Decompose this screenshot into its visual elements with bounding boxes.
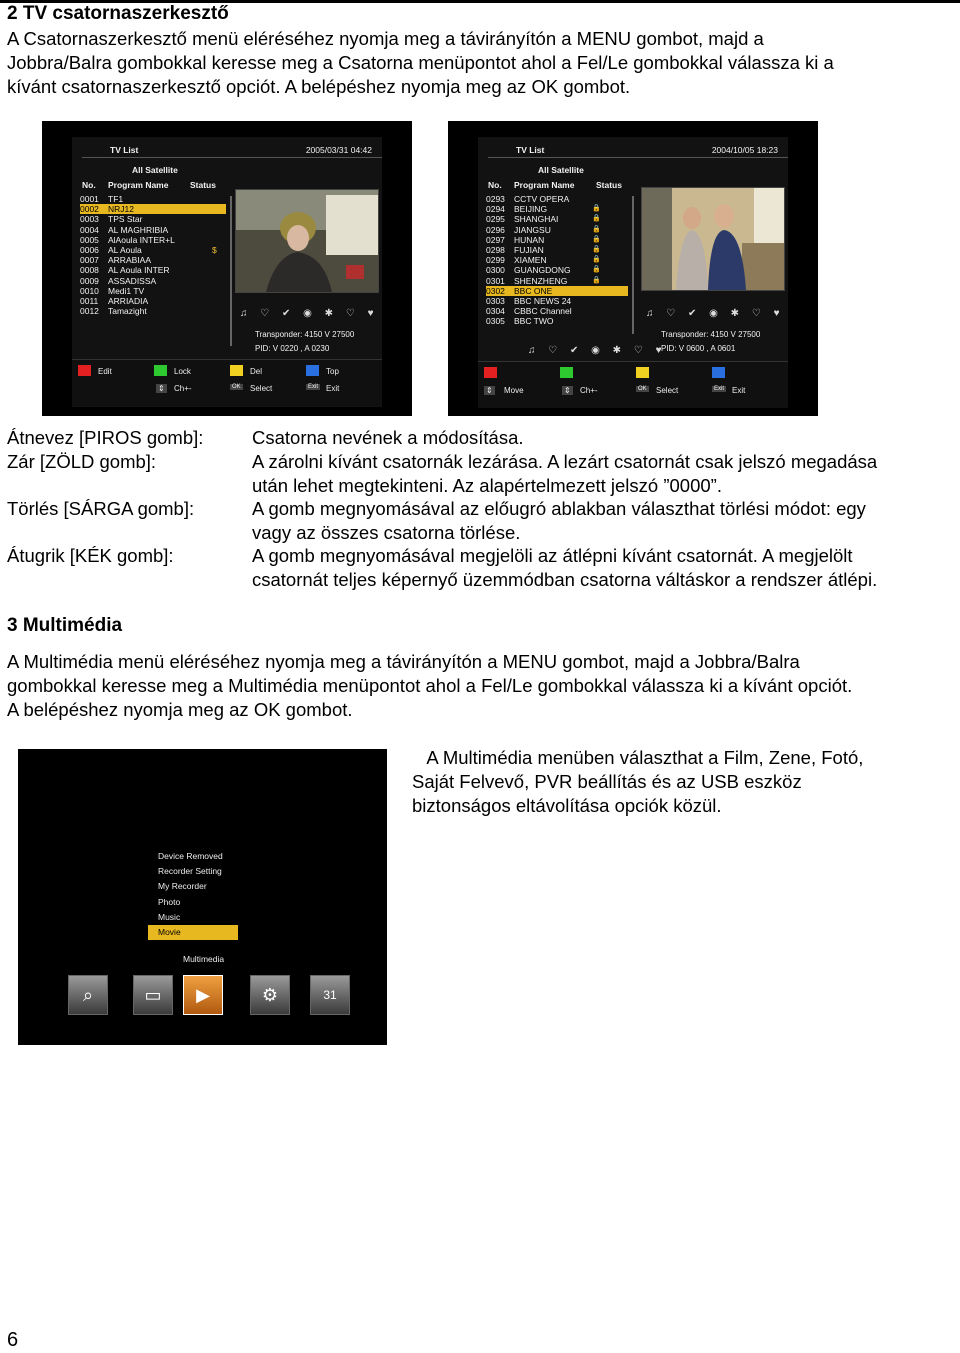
list-item[interactable] [486,306,628,316]
intro-line: kívánt csatornaszerkesztő opciót. A belépéshez nyomja meg az OK gombot. [7,76,631,97]
channel-no: 0297 [486,234,505,245]
lock-icon: 🔒 [592,266,601,274]
menu-item-music[interactable]: Music [158,911,181,922]
definition-line: A gomb megnyomásával megjelöli az átlépni kívánt csatornát. A megjelölt [252,545,853,566]
video-preview-image [236,190,378,292]
list-item[interactable] [486,225,628,235]
del-key-label: Del [250,367,263,376]
channel-name: Tamazight [108,306,147,317]
list-item[interactable] [486,235,628,245]
section-2-intro [7,27,834,99]
list-item-selected[interactable] [486,286,628,296]
updown-key-icon[interactable]: ⇕ [158,384,165,393]
list-item[interactable] [80,265,226,275]
channel-name: HUNAN [514,234,545,245]
definition-line: vagy az összes csatorna törlése. [252,522,521,543]
tv-list-screenshot-2 [448,121,818,416]
list-item[interactable] [486,265,628,275]
channel-no: 0304 [486,306,505,317]
list-item[interactable] [486,245,628,255]
definition-line: Csatorna nevének a módosítása. [252,427,524,448]
updown-key-icon[interactable]: ⇕ [486,386,493,395]
channel-name: NRJ12 [108,204,134,215]
video-preview [641,187,785,291]
section-3-heading: 3 Multimédia [7,615,123,636]
channel-name: BEIJING [514,204,548,215]
channel-status: $ [212,244,217,255]
multimedia-menu [148,849,238,940]
channel-no: 0002 [80,204,99,215]
channel-name: AL Aoula [108,244,142,255]
channel-list [486,194,628,326]
channel-name: Medi1 TV [108,285,145,296]
channel-name: AL MAGHRIBIA [108,224,169,235]
list-item[interactable] [80,296,226,306]
col-program-name: Program Name [108,180,169,190]
key-bar [72,359,382,406]
pid-info: PID: V 0600 , A 0601 [661,344,736,353]
updown-key-icon[interactable]: ⇕ [564,386,571,395]
channel-no: 0303 [486,295,505,306]
channel-no: 0295 [486,214,505,225]
video-preview [235,189,379,293]
blue-key-icon[interactable] [712,367,725,378]
move-key-label: Move [504,386,524,395]
list-item[interactable] [80,194,226,204]
lock-key-label: Lock [174,367,191,376]
transponder-info: Transponder: 4150 V 27500 [255,330,355,339]
yellow-key-icon[interactable] [230,365,243,376]
channel-no: 0009 [80,275,99,286]
channel-name: TPS Star [108,214,143,225]
exit-key-icon[interactable]: Exit [714,386,725,392]
green-key-icon[interactable] [560,367,573,378]
list-item[interactable] [80,276,226,286]
channel-no: 0300 [486,265,505,276]
intro-line: A belépéshez nyomja meg az OK gombot. [7,699,353,720]
exit-key-label: Exit [326,384,340,393]
channel-name: JIANGSU [514,224,551,235]
satellite-label: All Satellite [132,165,178,175]
channel-no: 0003 [80,214,99,225]
list-item[interactable] [486,296,628,306]
intro-line: A Csatornaszerkesztő menü eléréséhez nyomja meg a távirányítón a MENU gombot, majd a [7,28,764,49]
red-key-icon[interactable] [484,367,497,378]
multimedia-caption: Multimedia [183,954,225,964]
definition-desc [252,497,866,545]
intro-line: Jobbra/Balra gombokkal keresse meg a Csatorna menüpontot ahol a Fel/Le gombokkal válassza ki a [7,52,834,73]
menu-item-my-recorder[interactable]: My Recorder [158,881,207,892]
lock-icon: 🔒 [592,276,601,284]
channel-name: ASSADISSA [108,275,157,286]
pid-info: PID: V 0220 , A 0230 [255,344,330,353]
camera-icon[interactable]: ⌕ [68,975,108,1015]
col-status: Status [190,180,216,190]
menu-item-recorder-setting[interactable]: Recorder Setting [158,866,222,877]
col-program-name: Program Name [514,180,575,190]
tv-list-title: TV List [110,145,139,155]
channel-no: 0004 [80,224,99,235]
channel-name: GUANGDONG [514,265,571,276]
page-number: 6 [7,1329,19,1351]
channel-attribute-icons: ♫ ♡ ✔ ◉ ✱ ♡ ♥ [646,308,785,319]
list-item[interactable] [486,204,628,214]
list-item[interactable] [486,255,628,265]
channel-name: BBC NEWS 24 [514,295,572,306]
menu-item-movie[interactable]: Movie [148,925,238,940]
list-scrollbar[interactable] [632,196,634,334]
channel-no: 0001 [80,194,99,204]
select-key-label: Select [656,386,679,395]
definition-line: A gomb megnyomásával az előugró ablakban választhat törlési módot: egy [252,498,866,519]
channel-no: 0298 [486,244,505,255]
tv-list-screenshot-1 [42,121,412,416]
channel-name: FUJIAN [514,244,544,255]
col-status: Status [596,180,622,190]
blue-key-icon[interactable] [306,365,319,376]
video-preview-image [642,188,784,290]
channel-no: 0012 [80,306,99,317]
channel-name: SHENZHENG [514,275,568,286]
lock-icon: 🔒 [592,205,601,213]
channel-name: CBBC Channel [514,306,572,317]
list-item[interactable] [80,235,226,245]
definition-desc [252,544,877,592]
definition-term: Törlés [SÁRGA gomb]: [7,498,195,519]
menu-item-device-removed[interactable]: Device Removed [158,851,223,861]
section-2-heading: 2 TV csatornaszerkesztő [7,3,229,24]
list-item[interactable] [486,214,628,224]
list-item[interactable] [486,276,628,286]
description-line: A Multimédia menüben választhat a Film, Zene, Fotó, [412,747,864,768]
definition-term: Átugrik [KÉK gomb]: [7,545,174,566]
transponder-info: Transponder: 4150 V 27500 [661,330,761,339]
definition-desc [252,450,877,498]
lock-icon: 🔒 [592,225,601,233]
channel-name: XIAMEN [514,255,547,266]
channel-name: BBC TWO [514,316,554,327]
col-no: No. [82,180,96,190]
menu-item-photo[interactable]: Photo [158,896,181,907]
lock-icon: 🔒 [592,215,601,223]
satellite-label: All Satellite [538,165,584,175]
tv-list-datetime: 2004/10/05 18:23 [711,145,778,155]
list-item[interactable] [486,194,628,204]
red-key-icon[interactable] [78,365,91,376]
channel-no: 0006 [80,244,99,255]
description-line: biztonságos eltávolítása opciók közül. [412,795,722,816]
channel-flags-icons: ♫ ♡ ✔ ◉ ✱ ♡ ♥ [528,345,667,356]
lock-icon: 🔒 [592,245,601,253]
tv-list-title-bar [82,143,382,158]
definition-term: Átnevez [PIROS gomb]: [7,427,204,448]
channel-list [80,194,226,316]
channel-no: 0301 [486,275,505,286]
multimedia-play-icon[interactable]: ▶ [183,975,223,1015]
ok-key-icon[interactable]: OK [638,386,647,392]
list-item[interactable] [486,316,628,326]
exit-key-label: Exit [732,386,746,395]
channel-no: 0294 [486,204,505,215]
list-scrollbar[interactable] [230,196,232,346]
gear-icon[interactable]: ⚙ [250,975,290,1015]
ok-key-icon[interactable]: OK [232,384,241,390]
channel-name: AlAoula INTER+L [108,234,175,245]
channel-attribute-icons: ♫ ♡ ✔ ◉ ✱ ♡ ♥ [240,308,379,319]
description-line: Saját Felvevő, PVR beállítás és az USB eszköz [412,771,802,792]
intro-line: gombokkal keresse meg a Multimédia menüpontot ahol a Fel/Le gombokkal válassza ki a kívánt opciót. [7,675,853,696]
definition-line: után lehet megtekinteni. Az alapértelmezett jelszó ”0000”. [252,475,722,496]
list-item[interactable] [80,245,226,255]
list-item[interactable] [80,255,226,265]
list-item[interactable] [80,225,226,235]
definition-line: A zárolni kívánt csatornák lezárása. A lezárt csatornát csak jelszó megadása [252,451,878,472]
definition-term: Zár [ZÖLD gomb]: [7,451,157,472]
multimedia-description [412,746,863,818]
list-item-selected[interactable] [80,204,226,214]
channel-no: 0007 [80,255,99,266]
channel-name: AL Aoula INTER [108,265,170,276]
intro-line: A Multimédia menü eléréséhez nyomja meg a távirányítón a MENU gombot, majd a Jobbra/Balra [7,651,800,672]
edit-key-label: Edit [98,367,112,376]
select-key-label: Select [250,384,273,393]
lock-icon: 🔒 [592,256,601,264]
channel-no: 0011 [80,295,99,306]
key-bar [478,361,788,408]
channel-no: 0008 [80,265,99,276]
top-key-label: Top [326,367,339,376]
channel-no: 0010 [80,285,99,296]
list-item[interactable] [80,286,226,296]
channel-name: CCTV OPERA [514,194,570,204]
monitor-icon[interactable]: ▭ [133,975,173,1015]
channel-no: 0005 [80,234,99,245]
list-item[interactable] [80,214,226,224]
calendar-icon[interactable]: 31 [310,975,350,1015]
channel-name: BBC ONE [514,285,553,296]
lock-icon: 🔒 [592,235,601,243]
section-3-intro [7,650,852,722]
definition-line: csatornát teljes képernyő üzemmódban csatorna váltáskor a rendszer átlépi. [252,569,878,590]
ch-key-label: Ch+- [580,386,598,395]
channel-name: SHANGHAI [514,214,559,225]
list-item[interactable] [80,306,226,316]
tv-list-datetime: 2005/03/31 04:42 [305,145,372,155]
channel-no: 0305 [486,316,505,327]
channel-no: 0299 [486,255,505,266]
tv-list-title: TV List [516,145,545,155]
col-no: No. [488,180,502,190]
exit-key-icon[interactable]: Exit [308,384,319,390]
channel-name: ARRIADIA [108,295,149,306]
definition-desc [252,426,524,450]
yellow-key-icon[interactable] [636,367,649,378]
channel-no: 0293 [486,194,505,204]
channel-no: 0296 [486,224,505,235]
channel-name: TF1 [108,194,124,204]
green-key-icon[interactable] [154,365,167,376]
multimedia-screenshot [18,749,387,1045]
channel-no: 0302 [486,285,505,296]
tv-list-title-bar [488,143,788,158]
ch-key-label: Ch+- [174,384,192,393]
channel-name: ARRABIAA [108,255,151,266]
